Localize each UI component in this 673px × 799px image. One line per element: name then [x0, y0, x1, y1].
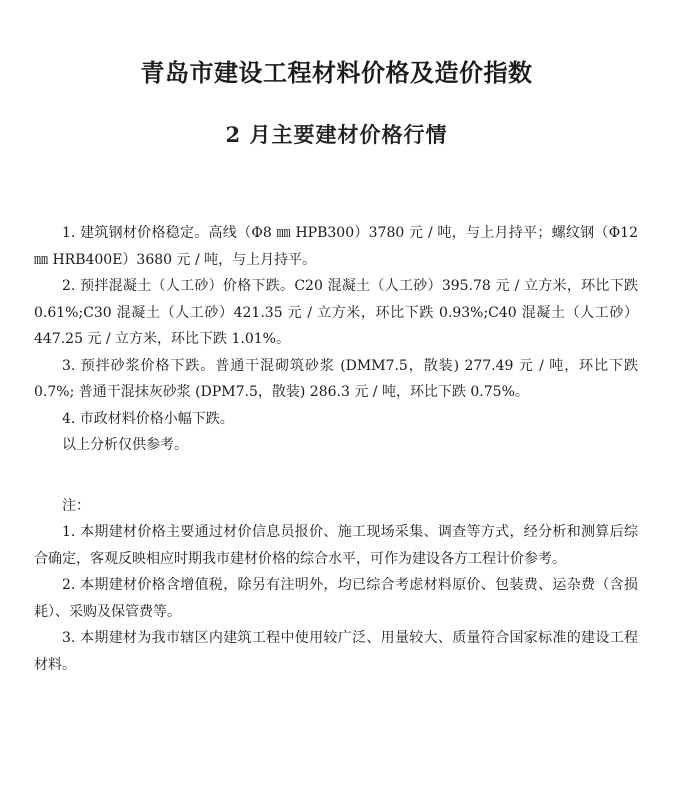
note-item-3: 3. 本期建材为我市辖区内建筑工程中使用较广泛、用量较大、质量符合国家标准的建设工程材料。 [34, 630, 638, 673]
paragraph-steel: 1. 建筑钢材价格稳定。高线（Φ8 ㎜ HPB300）3780 元 / 吨，与上月持平；螺纹钢（Φ12 ㎜ HRB400E）3680 元 / 吨，与上月持平。 [34, 225, 638, 268]
paragraph-concrete: 2. 预拌混凝土（人工砂）价格下跌。C20 混凝土（人工砂）395.78 元 / 立方米，环比下跌 0.61%;C30 混凝土（人工砂）421.35 元 / 立方米，环比下跌 0.93%;C40 混凝土（人工砂）447.25 元 / 立方米，环比下跌 1.01%。 [34, 278, 638, 347]
document-subtitle: 2 月主要建材价格行情 [225, 122, 448, 147]
paragraph-mortar: 3. 预拌砂浆价格下跌。普通干混砌筑砂浆 (DMM7.5，散装) 277.49 元 / 吨，环比下跌 0.7%; 普通干混抹灰砂浆 (DPM7.5，散装) 286.3 元 / 吨，环比下跌 0.75%。 [34, 357, 638, 400]
paragraph-municipal: 4. 市政材料价格小幅下跌。 [62, 410, 234, 427]
note-item-1: 1. 本期建材价格主要通过材价信息员报价、施工现场采集、调查等方式，经分析和测算后综合确定，客观反映相应时期我市建材价格的综合水平，可作为建设各方工程计价参考。 [34, 524, 638, 567]
paragraph-disclaimer: 以上分析仅供参考。 [62, 437, 188, 453]
document-body [34, 220, 638, 678]
section-gap [34, 459, 638, 493]
notes-heading: 注： [62, 497, 90, 514]
document-title: 青岛市建设工程材料价格及造价指数 [140, 59, 533, 87]
note-item-2: 2. 本期建材价格含增值税，除另有注明外，均已综合考虑材料原价、包装费、运杂费（含损耗）、采购及保管费等。 [34, 577, 638, 620]
